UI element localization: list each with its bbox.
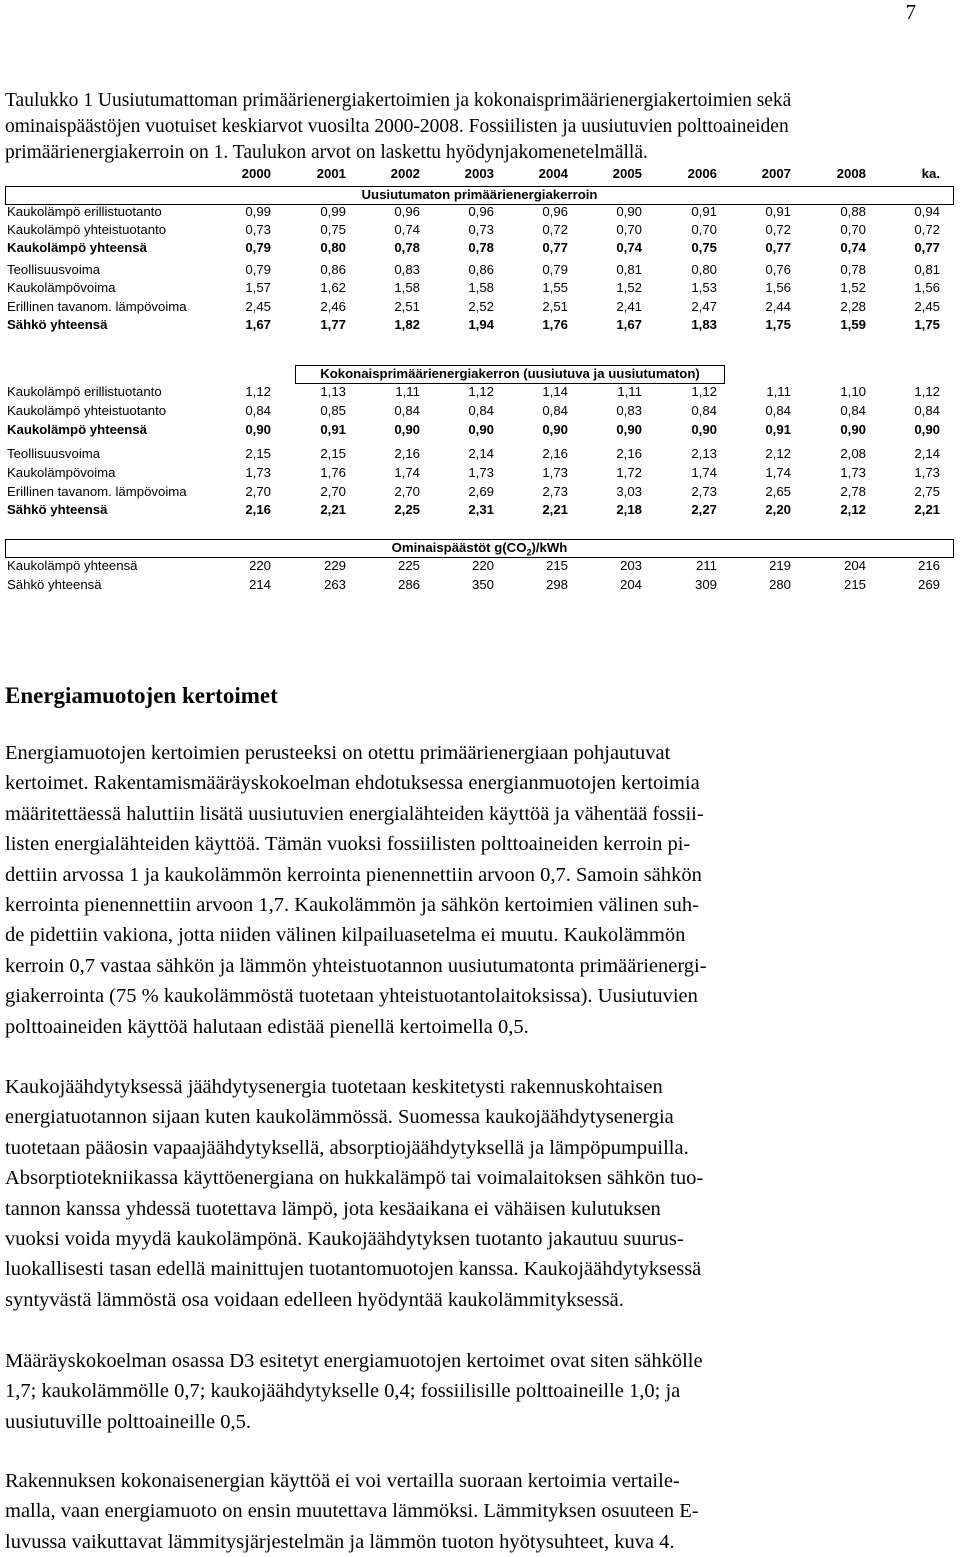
paragraph-line: malla, vaan energiamuoto on ensin muutettava lämmöksi. Lämmityksen osuuteen E- bbox=[5, 1500, 699, 1523]
table-cell: 0,76 bbox=[765, 262, 791, 277]
row-label: Kaukolämpö erillistuotanto bbox=[7, 204, 162, 219]
paragraph-line: listen energialähteiden käyttöä. Tämän vuoksi fossiilisten polttoaineiden kerroin pi- bbox=[5, 833, 691, 856]
table-cell: 1,14 bbox=[542, 384, 568, 399]
table-cell: 1,62 bbox=[320, 280, 346, 295]
emissions-title-sub: 2 bbox=[526, 547, 532, 558]
table-cell: 2,47 bbox=[691, 299, 717, 314]
table-cell: 2,70 bbox=[320, 484, 346, 499]
table-caption bbox=[5, 88, 950, 166]
paragraph-3 bbox=[5, 1346, 950, 1437]
table-cell: 0,90 bbox=[840, 422, 866, 437]
emissions-title bbox=[391, 540, 568, 558]
table-header-row bbox=[5, 166, 955, 184]
table-row bbox=[5, 484, 955, 502]
table-cell: 1,58 bbox=[394, 280, 420, 295]
table-cell: 298 bbox=[545, 577, 568, 592]
table-cell: 215 bbox=[545, 558, 568, 573]
table-row bbox=[5, 465, 955, 483]
table-cell: 204 bbox=[843, 558, 866, 573]
table-cell: 2,78 bbox=[840, 484, 866, 499]
table-cell: 2,46 bbox=[320, 299, 346, 314]
table-cell: 2,31 bbox=[468, 502, 494, 517]
table-cell: 1,75 bbox=[765, 317, 791, 332]
table-cell: 1,75 bbox=[914, 317, 940, 332]
paragraph-line: tannon kanssa yhdessä tuotettava lämpö, jota kesäaikana ei vähäisen kulutuksen bbox=[5, 1197, 661, 1220]
table-cell: 2,16 bbox=[394, 446, 420, 461]
paragraph-line: dettiin arvossa 1 ja kaukolämmön kerrointa pienennettiin arvoon 0,7. Samoin sähkön bbox=[5, 863, 702, 886]
table-cell: 1,13 bbox=[320, 384, 346, 399]
paragraph-line: kertoimet. Rakentamismääräyskokoelman ehdotuksessa energianmuotojen kertoimia bbox=[5, 772, 700, 795]
table-cell: 2,21 bbox=[914, 502, 940, 517]
table-cell: 0,84 bbox=[691, 403, 717, 418]
table-cell: 0,84 bbox=[840, 403, 866, 418]
year-header: 2008 bbox=[836, 166, 866, 181]
row-label: Erillinen tavanom. lämpövoima bbox=[7, 484, 187, 499]
table-cell: 2,15 bbox=[245, 446, 271, 461]
table-cell: 1,67 bbox=[245, 317, 271, 332]
table-cell: 2,12 bbox=[765, 446, 791, 461]
table-cell: 0,77 bbox=[765, 240, 791, 255]
table-cell: 2,14 bbox=[914, 446, 940, 461]
table-cell: 1,12 bbox=[245, 384, 271, 399]
table-cell: 1,82 bbox=[394, 317, 420, 332]
table-cell: 0,70 bbox=[691, 222, 717, 237]
table-cell: 0,90 bbox=[542, 422, 568, 437]
table-row bbox=[5, 317, 955, 335]
row-label: Kaukolämpövoima bbox=[7, 280, 116, 295]
table-cell: 0,70 bbox=[616, 222, 642, 237]
table-cell: 0,90 bbox=[616, 422, 642, 437]
table-cell: 2,45 bbox=[914, 299, 940, 314]
table-cell: 1,57 bbox=[245, 280, 271, 295]
table-row bbox=[5, 204, 955, 222]
table-cell: 2,16 bbox=[542, 446, 568, 461]
table-cell: 220 bbox=[471, 558, 494, 573]
paragraph-4 bbox=[5, 1466, 950, 1557]
paragraph-2 bbox=[5, 1072, 950, 1315]
paragraph-line: 1,7; kaukolämmölle 0,7; kaukojäähdytykselle 0,4; fossiilisille polttoaineille 1,0; ja bbox=[5, 1380, 681, 1403]
table-cell: 0,78 bbox=[468, 240, 494, 255]
table-row bbox=[5, 240, 955, 258]
table-cell: 219 bbox=[768, 558, 791, 573]
table-row bbox=[5, 280, 955, 298]
table-cell: 2,15 bbox=[320, 446, 346, 461]
table-cell: 0,77 bbox=[914, 240, 940, 255]
paragraph-line: Absorptiotekniikassa käyttöenergiana on hukkalämpö tai voimalaitoksen sähkön tuo- bbox=[5, 1167, 704, 1190]
table-cell: 0,96 bbox=[394, 204, 420, 219]
paragraph-line: kerroin 0,7 vastaa sähkön ja lämmön yhteistuotannon uusiutumatonta primäärienergi- bbox=[5, 954, 707, 977]
table-cell: 0,84 bbox=[394, 403, 420, 418]
table-cell: 0,94 bbox=[914, 204, 940, 219]
table-row bbox=[5, 384, 955, 402]
table-cell: 0,80 bbox=[691, 262, 717, 277]
paragraph-line: luokallisesti tasan edellä mainittujen tuotantomuotojen kanssa. Kaukojäähdytyksessä bbox=[5, 1258, 702, 1281]
table-cell: 0,99 bbox=[245, 204, 271, 219]
table-cell: 1,58 bbox=[468, 280, 494, 295]
paragraph-1 bbox=[5, 738, 950, 1042]
table-cell: 2,13 bbox=[691, 446, 717, 461]
table-cell: 0,83 bbox=[394, 262, 420, 277]
table-cell: 1,56 bbox=[914, 280, 940, 295]
paragraph-line: giakerrointa (75 % kaukolämmöstä tuotetaan yhteistuotantolaitoksissa). Uusiutuvien bbox=[5, 985, 698, 1008]
table-cell: 1,72 bbox=[616, 465, 642, 480]
table-row bbox=[5, 403, 955, 421]
table-cell: 0,96 bbox=[468, 204, 494, 219]
table-cell: 0,84 bbox=[765, 403, 791, 418]
table-cell: 0,70 bbox=[840, 222, 866, 237]
table-cell: 1,52 bbox=[616, 280, 642, 295]
table-row bbox=[5, 558, 955, 576]
table-cell: 280 bbox=[768, 577, 791, 592]
table-cell: 2,16 bbox=[245, 502, 271, 517]
table-cell: 1,55 bbox=[542, 280, 568, 295]
table-cell: 0,84 bbox=[245, 403, 271, 418]
table-cell: 2,73 bbox=[691, 484, 717, 499]
table-cell: 269 bbox=[917, 577, 940, 592]
year-header: 2005 bbox=[612, 166, 642, 181]
table-cell: 0,81 bbox=[616, 262, 642, 277]
year-header: 2000 bbox=[241, 166, 271, 181]
table-row bbox=[5, 262, 955, 280]
table-cell: 1,73 bbox=[542, 465, 568, 480]
table-cell: 309 bbox=[694, 577, 717, 592]
table-cell: 2,65 bbox=[765, 484, 791, 499]
table-cell: 0,90 bbox=[394, 422, 420, 437]
table-cell: 2,21 bbox=[542, 502, 568, 517]
table-cell: 2,44 bbox=[765, 299, 791, 314]
table-cell: 0,79 bbox=[245, 262, 271, 277]
table-cell: 215 bbox=[843, 577, 866, 592]
paragraph-line: Energiamuotojen kertoimien perusteeksi on otettu primäärienergiaan pohjautuvat bbox=[5, 742, 671, 764]
table-cell: 216 bbox=[917, 558, 940, 573]
table-cell: 0,91 bbox=[765, 422, 791, 437]
table-cell: 2,51 bbox=[542, 299, 568, 314]
table-cell: 263 bbox=[323, 577, 346, 592]
section-heading: Energiamuotojen kertoimet bbox=[5, 683, 278, 708]
table-cell: 0,72 bbox=[914, 222, 940, 237]
table-cell: 0,90 bbox=[245, 422, 271, 437]
table-cell: 1,74 bbox=[394, 465, 420, 480]
table-row bbox=[5, 446, 955, 464]
table-cell: 0,91 bbox=[691, 204, 717, 219]
table-row bbox=[5, 299, 955, 317]
table-cell: 1,11 bbox=[395, 384, 420, 399]
row-label: Kaukolämpö yhteensä bbox=[7, 558, 138, 573]
table-cell: 0,91 bbox=[320, 422, 346, 437]
table-cell: 0,99 bbox=[320, 204, 346, 219]
table-cell: 0,74 bbox=[616, 240, 642, 255]
table-cell: 1,73 bbox=[914, 465, 940, 480]
table-cell: 203 bbox=[619, 558, 642, 573]
table-cell: 1,12 bbox=[914, 384, 940, 399]
table-cell: 1,11 bbox=[766, 384, 791, 399]
table-cell: 1,73 bbox=[468, 465, 494, 480]
table-cell: 0,74 bbox=[840, 240, 866, 255]
table-cell: 2,70 bbox=[394, 484, 420, 499]
table-cell: 1,53 bbox=[691, 280, 717, 295]
paragraph-line: luvussa vaikuttavat lämmitysjärjestelmän ja lämmön tuoton hyötysuhteet, kuva 4. bbox=[5, 1530, 675, 1553]
table-cell: 350 bbox=[471, 577, 494, 592]
table-cell: 0,86 bbox=[320, 262, 346, 277]
table-cell: 0,72 bbox=[765, 222, 791, 237]
table-cell: 0,79 bbox=[542, 262, 568, 277]
row-label: Sähkö yhteensä bbox=[7, 577, 102, 592]
year-header: 2006 bbox=[687, 166, 717, 181]
table-cell: 0,84 bbox=[914, 403, 940, 418]
row-label: Teollisuusvoima bbox=[7, 262, 101, 277]
table-cell: 0,75 bbox=[691, 240, 717, 255]
row-label: Teollisuusvoima bbox=[7, 446, 101, 461]
table-cell: 220 bbox=[248, 558, 271, 573]
table-cell: 0,79 bbox=[245, 240, 271, 255]
table-cell: 0,84 bbox=[468, 403, 494, 418]
paragraph-line: Kaukojäähdytyksessä jäähdytysenergia tuotetaan keskitetysti rakennuskohtaisen bbox=[5, 1076, 663, 1098]
table-cell: 0,78 bbox=[394, 240, 420, 255]
table-cell: 1,12 bbox=[691, 384, 717, 399]
table-cell: 2,27 bbox=[691, 502, 717, 517]
table-cell: 0,86 bbox=[468, 262, 494, 277]
table-cell: 2,73 bbox=[542, 484, 568, 499]
section-title-nonrenewable: Uusiutumaton primäärienergiakerroin bbox=[5, 186, 954, 205]
table-cell: 3,03 bbox=[616, 484, 642, 499]
table-cell: 2,41 bbox=[616, 299, 642, 314]
table-cell: 0,90 bbox=[468, 422, 494, 437]
row-label: Kaukolämpö erillistuotanto bbox=[7, 384, 162, 399]
table-cell: 0,90 bbox=[616, 204, 642, 219]
row-label: Kaukolämpövoima bbox=[7, 465, 116, 480]
table-cell: 0,73 bbox=[245, 222, 271, 237]
row-label: Sähkö yhteensä bbox=[7, 317, 108, 332]
table-cell: 2,45 bbox=[245, 299, 271, 314]
paragraph-line: Rakennuksen kokonaisenergian käyttöä ei voi vertailla suoraan kertoimia vertaile- bbox=[5, 1470, 680, 1492]
table-cell: 204 bbox=[619, 577, 642, 592]
caption-line: Taulukko 1 Uusiutumattoman primäärienergiakertoimien ja kokonaisprimäärienergiakertoimien sekä bbox=[5, 90, 792, 111]
table-cell: 0,80 bbox=[320, 240, 346, 255]
paragraph-line: määritettäessä haluttiin lisätä uusiutuvien energialähteiden käyttöä ja vähentää fossii- bbox=[5, 802, 704, 825]
table-cell: 214 bbox=[248, 577, 271, 592]
row-label: Kaukolämpö yhteistuotanto bbox=[7, 403, 167, 418]
row-label: Kaukolämpö yhteensä bbox=[7, 240, 147, 255]
paragraph-line: tuotetaan pääosin vapaajäähdytyksellä, absorptiojäähdytyksellä ja lämpöpumpuilla. bbox=[5, 1136, 689, 1159]
table-cell: 0,96 bbox=[542, 204, 568, 219]
year-header: 2007 bbox=[761, 166, 791, 181]
table-cell: 286 bbox=[397, 577, 420, 592]
table-cell: 2,12 bbox=[840, 502, 866, 517]
table-cell: 0,74 bbox=[394, 222, 420, 237]
table-cell: 1,56 bbox=[765, 280, 791, 295]
table-cell: 0,75 bbox=[320, 222, 346, 237]
caption-line: primäärienergiakerroin on 1. Taulukon arvot on laskettu hyödynjakomenetelmällä. bbox=[5, 142, 648, 163]
table-cell: 0,84 bbox=[542, 403, 568, 418]
table-cell: 225 bbox=[397, 558, 420, 573]
table-row bbox=[5, 502, 955, 520]
paragraph-line: Määräyskokoelman osassa D3 esitetyt energiamuotojen kertoimet ovat siten sähkölle bbox=[5, 1350, 703, 1372]
table-cell: 2,28 bbox=[840, 299, 866, 314]
table-cell: 2,75 bbox=[914, 484, 940, 499]
table-cell: 0,78 bbox=[840, 262, 866, 277]
table-row bbox=[5, 422, 955, 440]
row-label: Erillinen tavanom. lämpövoima bbox=[7, 299, 187, 314]
table-cell: 1,94 bbox=[468, 317, 494, 332]
year-header: 2002 bbox=[390, 166, 420, 181]
paragraph-line: kerrointa pienennettiin arvoon 1,7. Kaukolämmön ja sähkön kertoimien välinen suh- bbox=[5, 894, 699, 917]
table-cell: 1,11 bbox=[617, 384, 642, 399]
emissions-title-post: )/kWh bbox=[531, 540, 568, 555]
table-cell: 1,73 bbox=[840, 465, 866, 480]
paragraph-line: de pidettiin vakiona, jotta niiden välinen kilpailuasetelma ei muutu. Kaukolämmön bbox=[5, 924, 686, 947]
table-cell: 1,83 bbox=[691, 317, 717, 332]
table-cell: 1,76 bbox=[542, 317, 568, 332]
year-header: 2003 bbox=[464, 166, 494, 181]
table-cell: 1,52 bbox=[840, 280, 866, 295]
table-cell: 2,08 bbox=[840, 446, 866, 461]
paragraph-line: syntyvästä lämmöstä osa voidaan edelleen hyödyntää kaukolämmityksessä. bbox=[5, 1288, 624, 1311]
section-title-total: Kokonaisprimäärienergiakerron (uusiutuva ja uusiutumaton) bbox=[295, 365, 725, 384]
table-cell: 2,16 bbox=[616, 446, 642, 461]
table-cell: 229 bbox=[323, 558, 346, 573]
section-title-emissions bbox=[5, 539, 954, 558]
row-label: Sähkö yhteensä bbox=[7, 502, 108, 517]
table-cell: 0,90 bbox=[914, 422, 940, 437]
year-header: 2004 bbox=[538, 166, 568, 181]
caption-line: ominaispäästöjen vuotuiset keskiarvot vuosilta 2000-2008. Fossiilisten ja uusiutuvien polttoaineiden bbox=[5, 116, 789, 137]
table-cell: 0,73 bbox=[468, 222, 494, 237]
row-label: Kaukolämpö yhteistuotanto bbox=[7, 222, 167, 237]
table-cell: 0,88 bbox=[840, 204, 866, 219]
table-cell: 1,76 bbox=[320, 465, 346, 480]
table-cell: 0,85 bbox=[320, 403, 346, 418]
table-row bbox=[5, 222, 955, 240]
emissions-title-pre: Ominaispäästöt g(CO bbox=[391, 540, 527, 555]
table-cell: 1,74 bbox=[691, 465, 717, 480]
table-cell: 0,91 bbox=[765, 204, 791, 219]
table-cell: 2,69 bbox=[468, 484, 494, 499]
table-cell: 1,59 bbox=[840, 317, 866, 332]
table-cell: 0,81 bbox=[914, 262, 940, 277]
table-cell: 211 bbox=[695, 558, 717, 573]
paragraph-line: uusiutuville polttoaineille 0,5. bbox=[5, 1410, 251, 1433]
table-cell: 1,67 bbox=[616, 317, 642, 332]
table-cell: 2,20 bbox=[765, 502, 791, 517]
row-label: Kaukolämpö yhteensä bbox=[7, 422, 147, 437]
table-cell: 1,77 bbox=[320, 317, 346, 332]
table-cell: 2,21 bbox=[320, 502, 346, 517]
table-cell: 1,12 bbox=[468, 384, 494, 399]
table-cell: 1,74 bbox=[765, 465, 791, 480]
table-row bbox=[5, 577, 955, 595]
paragraph-line: polttoaineiden käyttöä halutaan edistää pienellä kertoimella 0,5. bbox=[5, 1015, 529, 1038]
table-cell: 0,83 bbox=[616, 403, 642, 418]
table-cell: 0,72 bbox=[542, 222, 568, 237]
paragraph-line: energiatuotannon sijaan kuten kaukolämmössä. Suomessa kaukojäähdytysenergia bbox=[5, 1106, 674, 1129]
table-cell: 2,14 bbox=[468, 446, 494, 461]
paragraph-line: vuoksi voida myydä kaukolämpönä. Kaukojäähdytyksen tuotanto jakautuu suurus- bbox=[5, 1228, 684, 1251]
year-header: ka. bbox=[921, 166, 940, 181]
table-cell: 1,73 bbox=[245, 465, 271, 480]
page-number: 7 bbox=[905, 0, 916, 24]
table-cell: 1,10 bbox=[840, 384, 866, 399]
year-header: 2001 bbox=[316, 166, 346, 181]
table-cell: 2,52 bbox=[468, 299, 494, 314]
table-cell: 2,18 bbox=[616, 502, 642, 517]
table-cell: 0,77 bbox=[542, 240, 568, 255]
table-cell: 2,51 bbox=[394, 299, 420, 314]
table-cell: 0,90 bbox=[691, 422, 717, 437]
table-cell: 2,25 bbox=[394, 502, 420, 517]
table-cell: 2,70 bbox=[245, 484, 271, 499]
